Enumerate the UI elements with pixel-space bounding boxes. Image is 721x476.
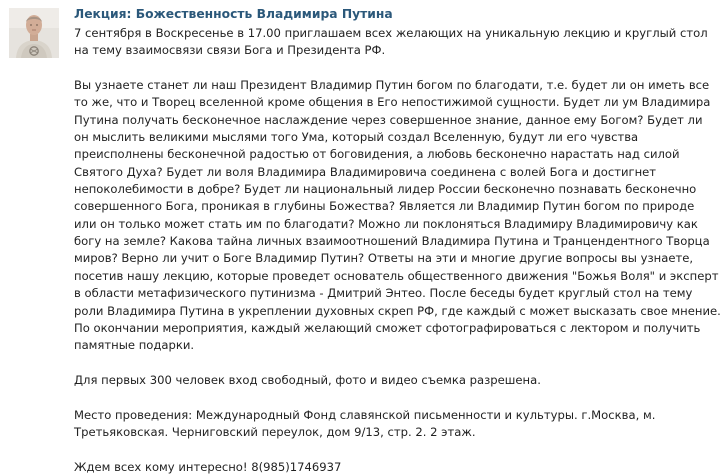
paragraph-gap: [74, 355, 630, 372]
text-line: По окончании мероприятия, каждый желающий сможет сфотографироваться с лектором и получить: [74, 320, 701, 335]
text-line: миров? Верно ли учит о Боге Владимир Путин? Ответы на эти и многие другие вопросы вы узнаете,: [74, 251, 694, 266]
paragraph-gap: [74, 60, 630, 77]
text-line: или он только может стать им по благодати? Можно ли поклоняться Владимиру Владимировичу как: [74, 216, 698, 231]
text-line: памятные подарки.: [74, 338, 195, 353]
text-line: на тему взаимосвязи связи Бога и Президента РФ.: [74, 43, 386, 58]
text-line: Путина получать бесконечное наслаждение через совершенное знание, данное ему Богом? Будет ли: [74, 112, 703, 127]
text-line: то же, что и Творец вселенной кроме общения в Его непостижимой сущности. Будет ли ум Владимира: [74, 95, 711, 110]
text-line: в области метафизического путинизма - Дмитрий Энтео. После беседы будет круглый стол на тему: [74, 286, 693, 301]
author-photo-icon: [9, 8, 59, 58]
text-line: посетив нашу лекцию, которые проведет основатель общественного движения "Божья Воля" и эксперт: [74, 268, 719, 283]
text-line: Святого Духа? Будет ли воля Владимира Владимировича соединена с волей Бога и достигнет: [74, 164, 657, 179]
venue-line: Третьяковская. Черниговский переулок, дом 9/13, стр. 2. 2 этаж.: [74, 424, 476, 439]
post-text: [74, 25, 721, 476]
entry-info-line: Для первых 300 человек вход свободный, фото и видео съемка разрешена.: [74, 372, 541, 387]
text-line: роли Владимира Путина в укреплении духовных скреп РФ, где каждый с может высказать свое мнение.: [74, 303, 721, 318]
text-line: он мыслить великими мыслями того Ума, который создал Вселенную, будут ли его чувства: [74, 130, 639, 145]
paragraph-gap: [74, 389, 630, 406]
post-title[interactable]: Лекция: Божественность Владимира Путина: [74, 7, 393, 21]
contact-line: Ждем всех кому интересно! 8(985)1746937: [74, 459, 342, 474]
text-line: 7 сентября в Воскресенье в 17.00 приглашаем всех желающих на уникальную лекцию и круглый стол: [74, 26, 708, 40]
venue-line: Место проведения: Международный Фонд славянской письменности и культуры. г.Москва, м.: [74, 407, 656, 422]
text-line: непоколебимости в добре? Будет ли национальный лидер России бесконечно познавать бесконечно: [74, 182, 697, 197]
text-line: преисполнены бесконечной радостью от боговидения, а любовь бесконечно нарастать над силой: [74, 147, 680, 162]
text-line: Вы узнаете станет ли наш Президент Владимир Путин богом по благодати, т.е. будет ли он иметь все: [74, 78, 710, 93]
text-line: богу на земле? Какова тайна личных взаимоотношений Владимира Путина и Транцендентного Творца: [74, 234, 710, 249]
avatar[interactable]: [9, 8, 59, 58]
text-line: совершенного Бога, проникая в глубины Божества? Является ли Владимир Путин богом по природе: [74, 199, 695, 214]
paragraph-gap: [74, 441, 630, 458]
